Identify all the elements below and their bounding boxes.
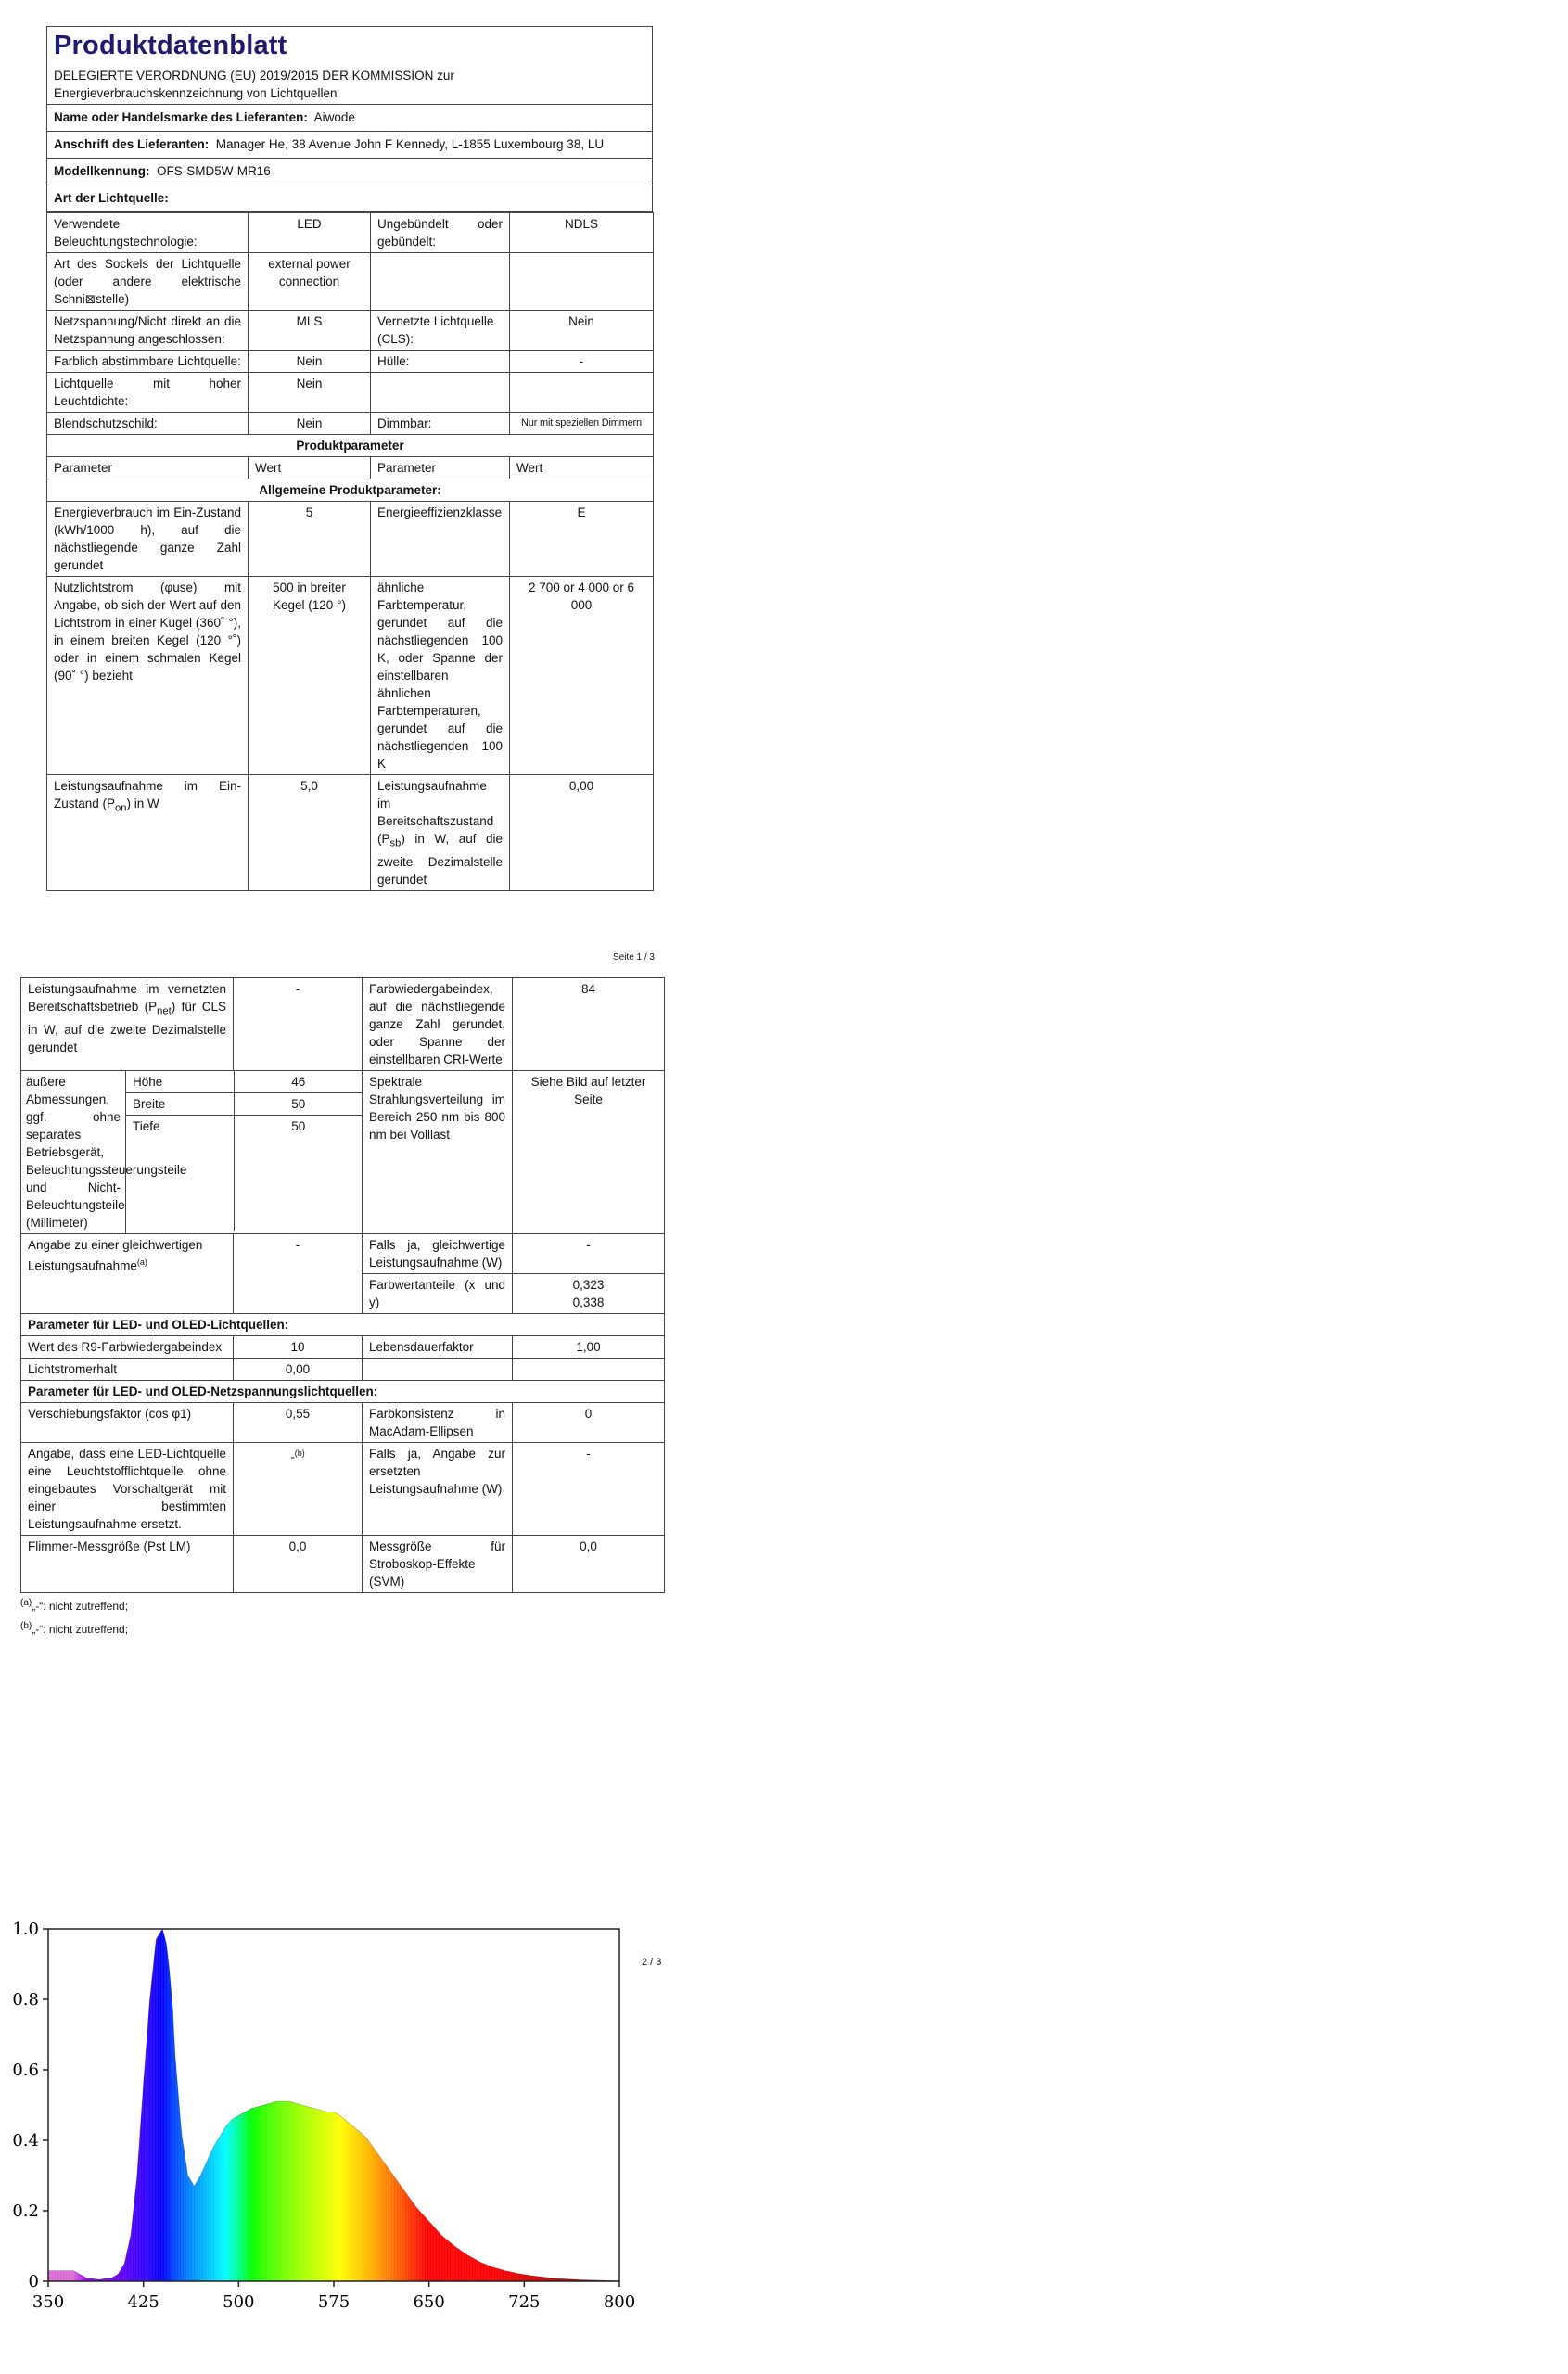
energy-value: 5 (249, 502, 371, 577)
replaced-power-value: - (513, 1443, 665, 1536)
antiglare-label: Blendschutzschild: (47, 413, 249, 435)
flicker-label: Flimmer-Messgröße (Pst LM) (21, 1536, 234, 1593)
x-tick-label: 575 (317, 2292, 351, 2312)
if-yes-power-value: - (513, 1234, 665, 1274)
table-row (47, 502, 654, 577)
height-label: Höhe (126, 1071, 234, 1093)
table-row (21, 1536, 665, 1593)
r9-label: Wert des R9-Farbwiedergabeindex (21, 1336, 234, 1359)
replaced-power-label: Falls ja, Angabe zur ersetzten Leistungsaufnahme (W) (363, 1443, 513, 1536)
page-title: Produktdatenblatt (54, 31, 287, 60)
lifetime-factor-value: 1,00 (513, 1336, 665, 1359)
lifetime-factor-label: Lebensdauerfaktor (363, 1336, 513, 1359)
table-row (47, 351, 654, 373)
col-param: Parameter (371, 457, 510, 479)
r9-value: 10 (234, 1336, 363, 1359)
datasheet-page-2 (20, 977, 664, 1640)
table-row (47, 213, 654, 253)
cct-value: 2 700 or 4 000 or 6 000 (510, 577, 654, 775)
model-id: OFS-SMD5W-MR16 (157, 164, 271, 178)
width-label: Breite (126, 1093, 234, 1116)
model-row (46, 159, 653, 185)
section-header-row (21, 1381, 665, 1403)
width-value: 50 (234, 1093, 363, 1116)
col-param: Parameter (47, 457, 249, 479)
empty-cell (513, 1359, 665, 1381)
col-value: Wert (249, 457, 371, 479)
spectrum-area (48, 1929, 619, 2281)
footnote-b: $^{(b)}$„-“: nicht zutreffend; (20, 1621, 129, 1636)
footnote-a: $^{(a)}$„-“: nicht zutreffend; (20, 1598, 129, 1613)
page-number-1: Seite 1 / 3 (612, 952, 655, 963)
color-tunable-value: Nein (249, 351, 371, 373)
chromaticity-value (513, 1274, 665, 1314)
table-row (47, 577, 654, 775)
tech-label: Verwendete Beleuchtungstechnologie: (47, 213, 249, 253)
spectrum-chart (0, 1910, 668, 2337)
table-row (21, 978, 665, 1071)
replacement-label: Angabe, dass eine LED-Lichtquelle eine Leuchtstofflichtquelle ohne eingebautes Vorschaltgerät mit einer bestimmten Leistungsaufnahme ersetzt. (21, 1443, 234, 1536)
y-tick-label: 0 (28, 2272, 39, 2291)
standby-label: Leistungsaufnahme im Bereitschaftszustand $(P_{sb})$ in W, auf die zweite Dezimalstelle gerundet (371, 775, 510, 891)
mains-value: MLS (249, 311, 371, 351)
dimensions-subtable (126, 1071, 363, 1231)
section-header-row (47, 479, 654, 502)
net-standby-label: Leistungsaufnahme im vernetzten Bereitschaftsbetrieb $(P_{net})$ für CLS in W, auf die zweite Dezimalstelle gerundet (21, 978, 234, 1071)
light-source-type-header: Art der Lichtquelle: (46, 185, 653, 212)
table-row (21, 1071, 665, 1234)
general-params-header: Allgemeine Produktparameter: (47, 479, 654, 502)
lumen-maintenance-label: Lichtstromerhalt (21, 1359, 234, 1381)
cosphi-label: Verschiebungsfaktor (cos φ1) (21, 1403, 234, 1443)
supplier-name-row (46, 105, 653, 132)
x-tick-label: 800 (603, 2292, 636, 2312)
socket-value: external power connection (249, 253, 371, 311)
flicker-value: 0,0 (234, 1536, 363, 1593)
led-params-header: Parameter für LED- und OLED-Lichtquellen: (21, 1314, 665, 1336)
column-header-row (47, 457, 654, 479)
mains-label: Netzspannung/Nicht direkt an die Netzspannung angeschlossen: (47, 311, 249, 351)
supplier-name: Aiwode (313, 110, 355, 124)
spd-label: Spektrale Strahlungsverteilung im Bereich 250 nm bis 800 nm bei Volllast (363, 1071, 513, 1234)
cri-label: Farbwiedergabeindex, auf die nächstliegende ganze Zahl gerundet, oder Spanne der einstellbaren CRI-Werte (363, 978, 513, 1071)
y-tick-label: 0.4 (12, 2131, 39, 2151)
table-row (47, 311, 654, 351)
high-luminance-label: Lichtquelle mit hoher Leuchtdichte: (47, 373, 249, 413)
power-on-label: Leistungsaufnahme im Ein-Zustand $(P_{on})$ in W (47, 775, 249, 891)
height-value: 46 (234, 1071, 363, 1093)
col-value: Wert (510, 457, 654, 479)
x-tick-label: 650 (413, 2292, 445, 2312)
color-tunable-label: Farblich abstimmbare Lichtquelle: (47, 351, 249, 373)
section-header-row (21, 1314, 665, 1336)
x-tick-label: 350 (32, 2292, 65, 2312)
supplier-name-label: Name oder Handelsmarke des Lieferanten: (54, 110, 308, 124)
macadam-label: Farbkonsistenz in MacAdam-Ellipsen (363, 1403, 513, 1443)
table-row (21, 1359, 665, 1381)
chromaticity-y: 0,338 (572, 1295, 605, 1309)
depth-label: Tiefe (126, 1116, 234, 1232)
empty-cell (371, 373, 510, 413)
table-row (47, 253, 654, 311)
header-block (46, 26, 653, 105)
x-tick-label: 425 (127, 2292, 159, 2312)
spectrum-svg (0, 1910, 668, 2337)
equiv-label: Angabe zu einer gleichwertigen Leistungsaufnahme$^{(a)}$ (21, 1234, 234, 1314)
table-row (21, 1234, 665, 1274)
supplier-address-row (46, 132, 653, 159)
envelope-value: - (510, 351, 654, 373)
y-tick-label: 0.2 (12, 2202, 39, 2221)
supplier-address-label: Anschrift des Lieferanten: (54, 137, 210, 151)
table-row (21, 1403, 665, 1443)
replacement-value: -$^{(b)}$ (234, 1443, 363, 1536)
efficiency-class-label: Energieeffizienzklasse (371, 502, 510, 577)
y-tick-label: 1.0 (12, 1920, 39, 1939)
cls-value: Nein (510, 311, 654, 351)
table-row (21, 1443, 665, 1536)
svm-label: Messgröße für Stroboskop-Effekte (SVM) (363, 1536, 513, 1593)
socket-label: Art des Sockels der Lichtquelle (oder andere elektrische Schni⊠stelle) (47, 253, 249, 311)
flux-value: 500 in breiter Kegel (120 °) (249, 577, 371, 775)
high-luminance-value: Nein (249, 373, 371, 413)
table-row (21, 1336, 665, 1359)
dimensions-label: äußere Abmessungen, ggf. ohne separates Betriebsgerät, Beleuchtungssteuerungsteile und Nicht-Beleuchtungsteile (Millimeter) (21, 1071, 126, 1234)
equiv-value: - (234, 1234, 363, 1314)
power-on-value: 5,0 (249, 775, 371, 891)
empty-cell (363, 1359, 513, 1381)
spd-value: Siehe Bild auf letzter Seite (513, 1071, 665, 1234)
product-params-table (20, 977, 665, 1593)
regulation-text: DELEGIERTE VERORDNUNG (EU) 2019/2015 DER KOMMISSION zur Energieverbrauchskennzeichnung von Lichtquellen (54, 69, 454, 100)
svm-value: 0,0 (513, 1536, 665, 1593)
cct-label: ähnliche Farbtemperatur, gerundet auf die nächstliegenden 100 K, oder Spanne der einstellbaren ähnlichen Farbtemperaturen, gerundet auf die nächstliegenden 100 K (371, 577, 510, 775)
led-mains-params-header: Parameter für LED- und OLED-Netzspannungslichtquellen: (21, 1381, 665, 1403)
datasheet-page-1 (46, 26, 653, 891)
empty-cell (510, 373, 654, 413)
section-header-row (47, 435, 654, 457)
chromaticity-label: Farbwertanteile (x und y) (363, 1274, 513, 1314)
lumen-maintenance-value: 0,00 (234, 1359, 363, 1381)
if-yes-power-label: Falls ja, gleichwertige Leistungsaufnahme (W) (363, 1234, 513, 1274)
bundled-label: Ungebündelt oder gebündelt: (371, 213, 510, 253)
cri-value: 84 (513, 978, 665, 1071)
page-number-2: 2 / 3 (642, 1957, 662, 1968)
empty-cell (510, 253, 654, 311)
supplier-address: Manager He, 38 Avenue John F Kennedy, L-1855 Luxembourg 38, LU (215, 137, 605, 151)
dimensions-cell (126, 1071, 363, 1234)
cls-label: Vernetzte Lichtquelle (CLS): (371, 311, 510, 351)
y-tick-label: 0.6 (12, 2061, 39, 2080)
y-tick-label: 0.8 (12, 1990, 39, 2010)
table-row (47, 413, 654, 435)
table-row (47, 775, 654, 891)
envelope-label: Hülle: (371, 351, 510, 373)
x-tick-label: 500 (223, 2292, 255, 2312)
table-row (47, 373, 654, 413)
model-label: Modellkennung: (54, 164, 150, 178)
antiglare-value: Nein (249, 413, 371, 435)
x-tick-label: 725 (508, 2292, 541, 2312)
depth-value: 50 (291, 1119, 306, 1133)
dimmable-label: Dimmbar: (371, 413, 510, 435)
empty-cell (371, 253, 510, 311)
efficiency-class-value: E (510, 502, 654, 577)
product-params-header: Produktparameter (47, 435, 654, 457)
tech-value: LED (249, 213, 371, 253)
chromaticity-x: 0,323 (572, 1278, 605, 1292)
cosphi-value: 0,55 (234, 1403, 363, 1443)
dimmable-value: Nur mit speziellen Dimmern (510, 413, 654, 435)
flux-label: Nutzlichtstrom (φuse) mit Angabe, ob sich der Wert auf den Lichtstrom in einer Kugel (360˚ °), in einem breiten Kegel (120 °˚) oder in einem schmalen Kegel (90˚ °) bezieht (47, 577, 249, 775)
bundled-value: NDLS (510, 213, 654, 253)
light-source-table (46, 212, 654, 891)
standby-value: 0,00 (510, 775, 654, 891)
macadam-value: 0 (513, 1403, 665, 1443)
net-standby-value: - (234, 978, 363, 1071)
energy-label: Energieverbrauch im Ein-Zustand (kWh/1000 h), auf die nächstliegende ganze Zahl gerundet (47, 502, 249, 577)
